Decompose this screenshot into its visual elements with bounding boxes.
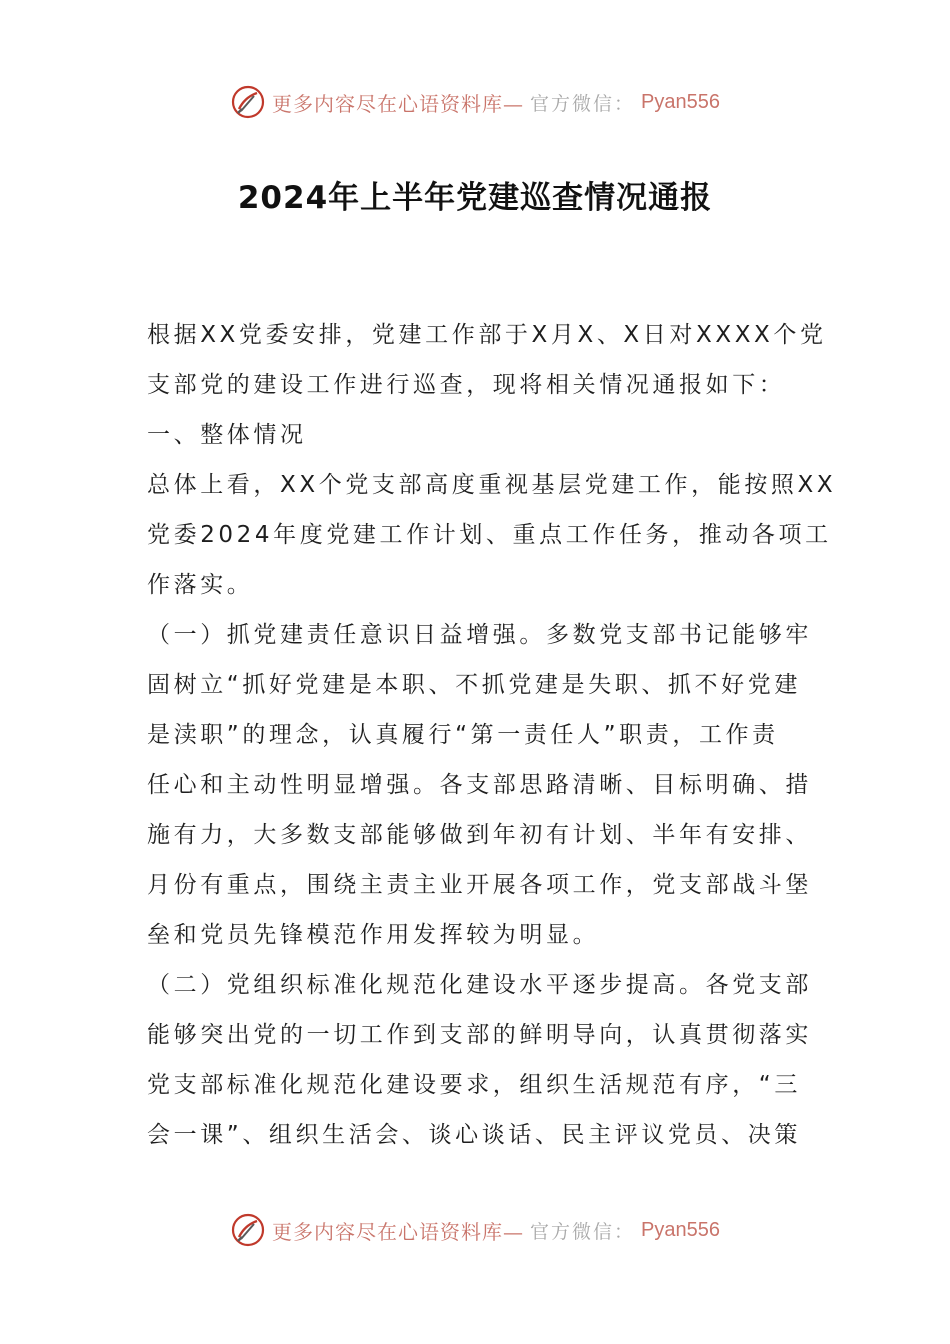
text-line: 总体上看，XX个党支部高度重视基层党建工作，能按照XX [147,472,837,498]
pen-logo-icon [230,1212,266,1248]
text-line: 是渎职”的理念，认真履行“第一责任人”职责，工作责 [147,722,779,748]
watermark-wechat-label: 官方微信： [530,92,636,115]
watermark-text: 更多内容尽在心语资料库— [272,1219,524,1244]
text-line: 垒和党员先锋模范作用发挥较为明显。 [147,922,600,948]
text-line: 根据XX党委安排，党建工作部于X月X、X日对XXXX个党 [147,322,827,348]
text-line: 固树立“抓好党建是本职、不抓党建是失职、抓不好党建 [147,672,801,698]
text-line: （二）党组织标准化规范化建设水平逐步提高。各党支部 [147,972,812,998]
text-line: 党委2024年度党建工作计划、重点工作任务，推动各项工 [147,522,832,548]
footer-watermark [0,1210,950,1250]
text-line: 会一课”、组织生活会、谈心谈话、民主评议党员、决策 [147,1122,801,1148]
section-heading: 一、整体情况 [147,422,307,448]
text-line: 施有力，大多数支部能够做到年初有计划、半年有安排、 [147,822,812,848]
watermark-text: 更多内容尽在心语资料库— [272,91,524,116]
text-line: 党支部标准化规范化建设要求，组织生活规范有序，“三 [147,1072,801,1098]
text-line: 支部党的建设工作进行巡查，现将相关情况通报如下： [147,372,786,398]
text-line: 任心和主动性明显增强。各支部思路清晰、目标明确、措 [147,772,812,798]
header-watermark [0,82,950,122]
watermark-wechat-id: Pyan556 [641,90,720,113]
document-title: 2024年上半年党建巡查情况通报 [237,180,713,216]
text-line: 月份有重点，围绕主责主业开展各项工作，党支部战斗堡 [147,872,812,898]
document-body [147,310,837,1160]
watermark-wechat-label: 官方微信： [530,1220,636,1243]
text-line: （一）抓党建责任意识日益增强。多数党支部书记能够牢 [147,622,812,648]
pen-logo-icon [230,84,266,120]
watermark-wechat-id: Pyan556 [641,1218,720,1241]
text-line: 能够突出党的一切工作到支部的鲜明导向，认真贯彻落实 [147,1022,812,1048]
text-line: 作落实。 [147,572,254,598]
